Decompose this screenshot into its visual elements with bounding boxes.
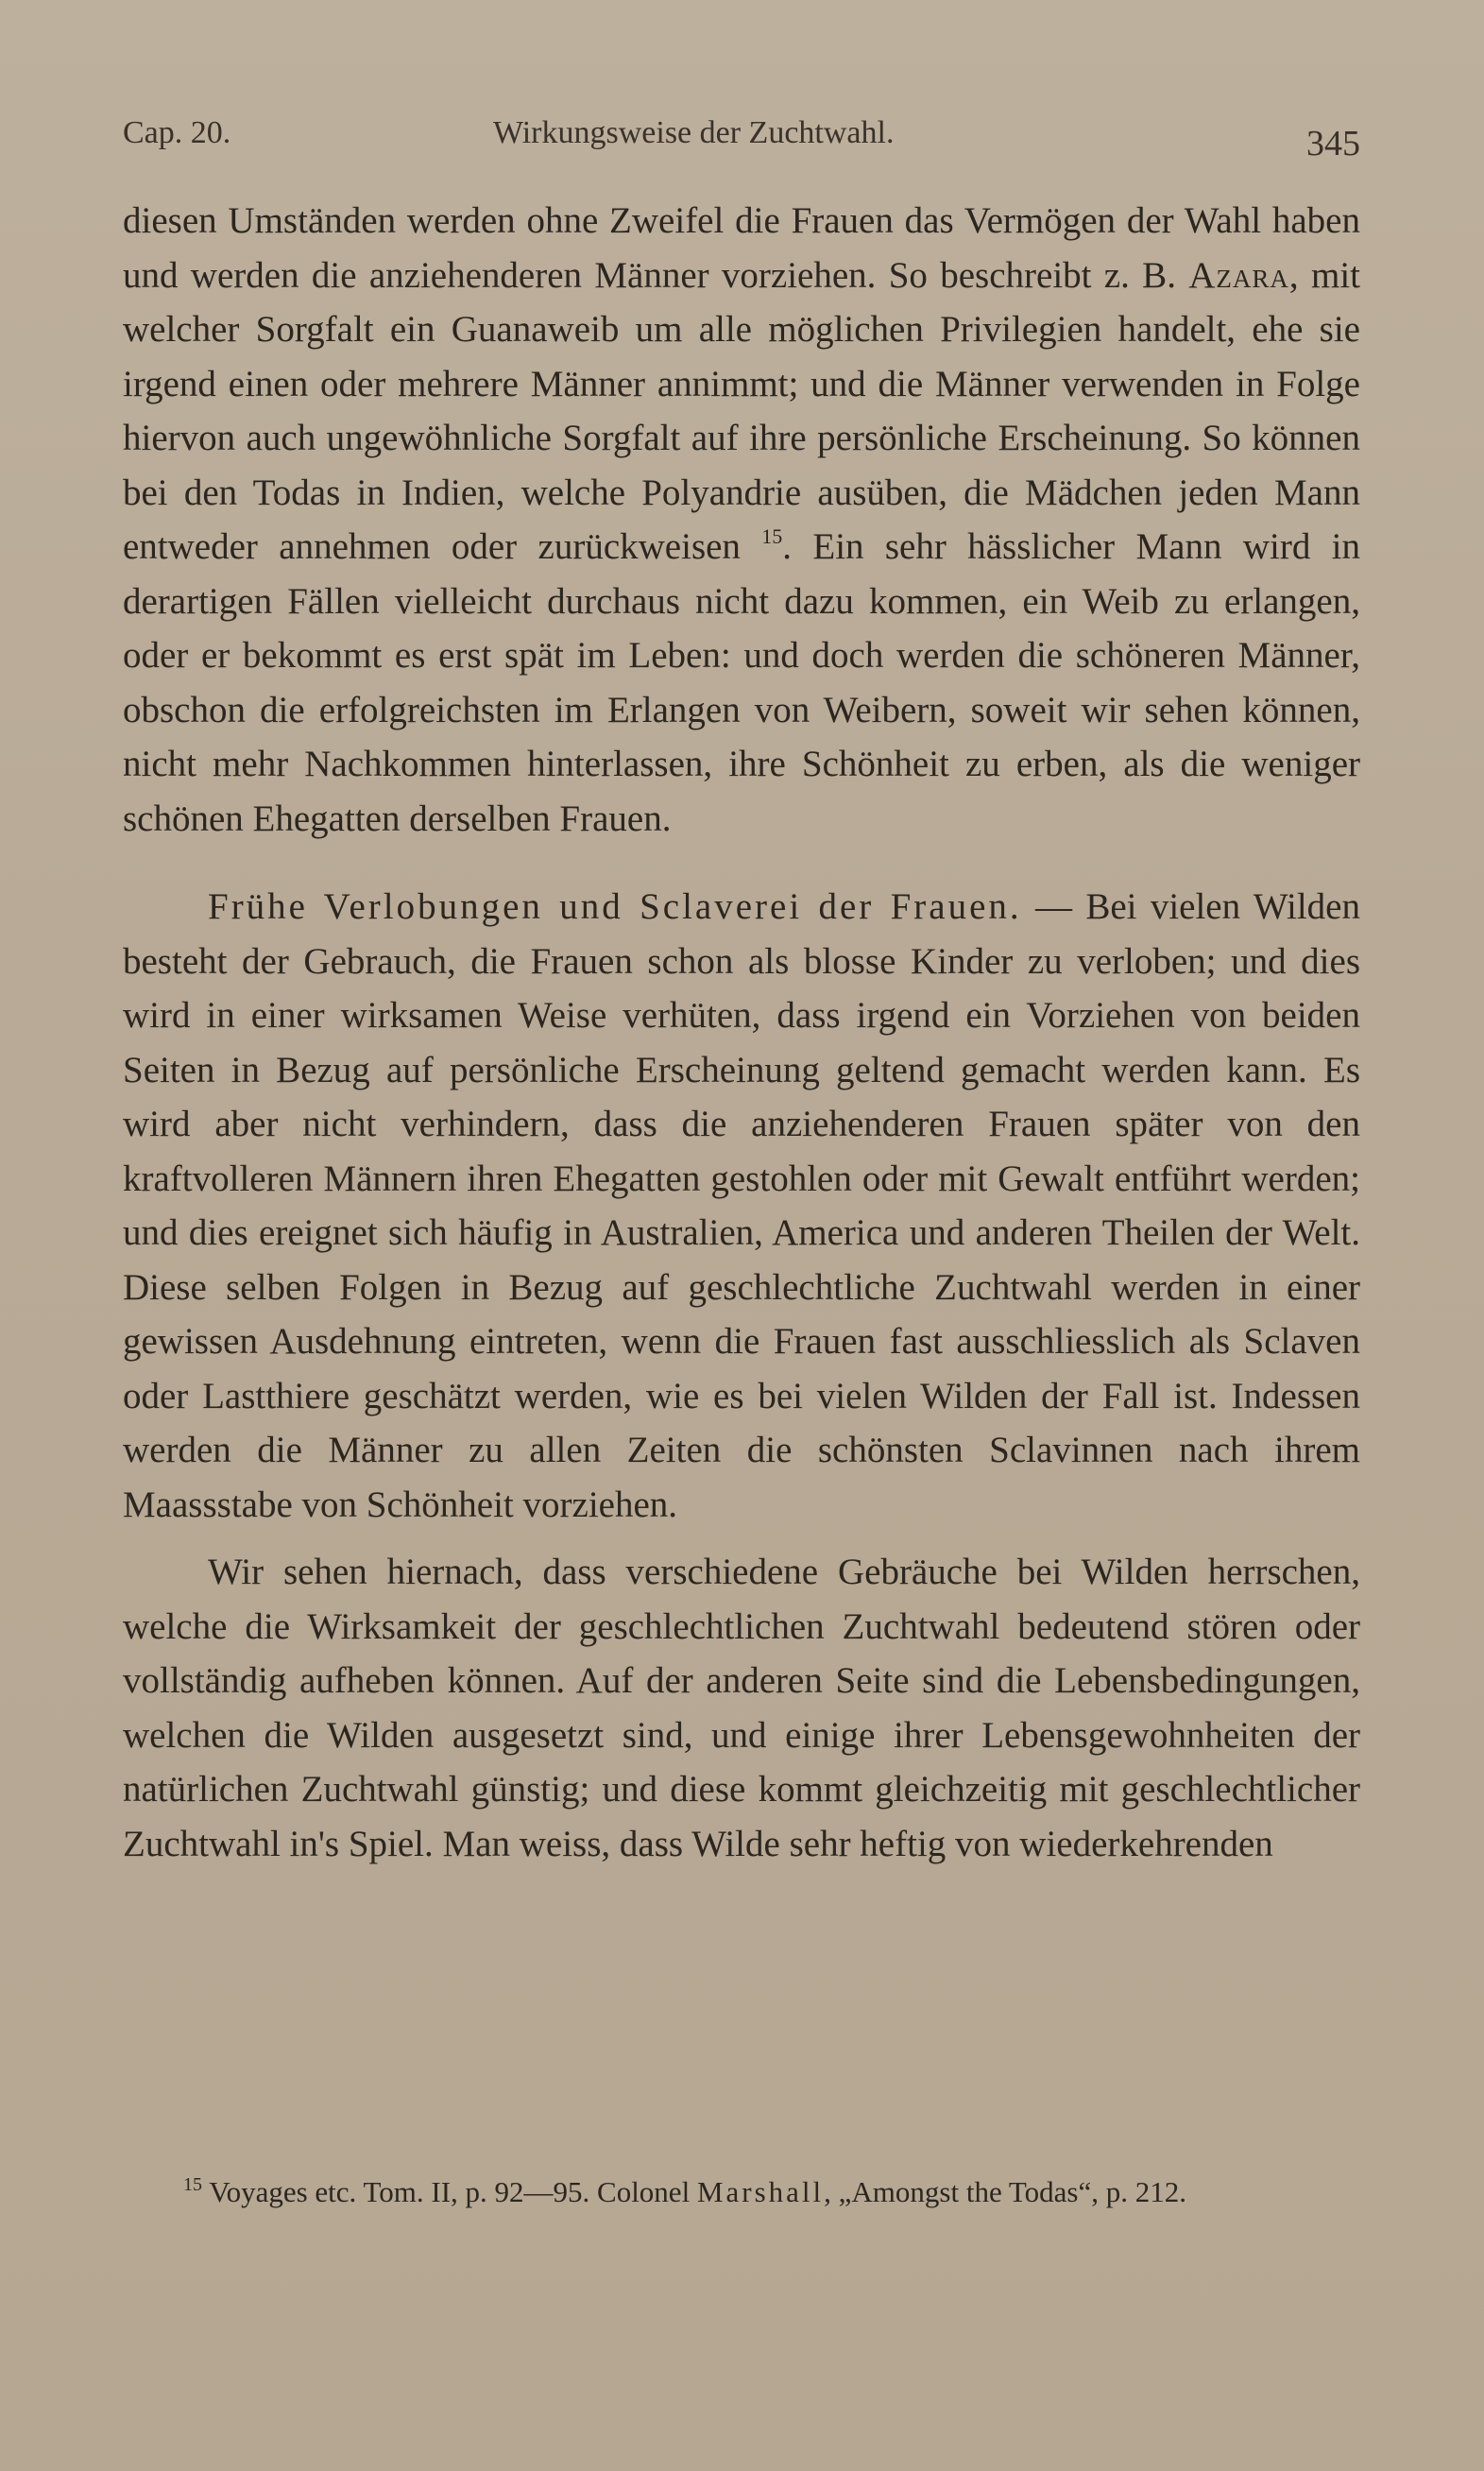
footnote — [123, 2170, 1360, 2215]
main-text — [123, 194, 1360, 1871]
running-header — [123, 115, 1360, 172]
footnote-mark: 15 — [183, 2174, 202, 2195]
paragraph-early-betrothals: Frühe Verlobungen und Sclaverei der Frauen. — Bei vielen Wilden besteht der Gebrauch, die Frauen schon als blosse Kinder zu verloben; und dies wird in einer wirksamen Weise verhüten, dass irgend ein Vorziehen von beiden Seiten in Bezug auf persönliche Erscheinung geltend gemacht werden kann. Es wird aber nicht verhindern, dass die anziehenderen Frauen später von den kraftvolleren Männern ihren Ehegatten gestohlen oder mit Gewalt entführt werden; und dies ereignet sich häufig in Australien, America und anderen Theilen der Welt. Diese selben Folgen in Bezug auf geschlechtliche Zuchtwahl werden in einer gewissen Ausdehnung eintreten, wenn die Frauen fast ausschliesslich als Sclaven oder Lastthiere geschätzt werden, wie es bei vielen Wilden der Fall ist. Indessen werden die Männer zu allen Zeiten die schönsten Sclavinnen nach ihrem Maassstabe von Schönheit vorziehen. — [123, 886, 1360, 1525]
section-heading: Frühe Verlobungen und Sclaverei der Frauen. — [208, 886, 1022, 927]
author-name-marshall: Marshall — [696, 2175, 825, 2208]
paragraph-conclusion: Wir sehen hiernach, dass verschiedene Gebräuche bei Wilden herrschen, welche die Wirksamkeit der geschlechtlichen Zuchtwahl bedeutend stören oder vollständig aufheben können. Auf der anderen Seite sind die Lebensbedingungen, welchen die Wilden ausgesetzt sind, und einige ihrer Lebensgewohnheiten der natürlichen Zuchtwahl günstig; und diese kommt gleichzeitig mit geschlechtlicher Zuchtwahl in's Spiel. Man weiss, dass Wilde sehr heftig von wiederkehrenden — [123, 1552, 1360, 1864]
author-name-azara: Azara — [1188, 254, 1289, 296]
chapter-label: Cap. 20. — [123, 115, 231, 150]
paragraph-continued: diesen Umständen werden ohne Zweifel die Frauen das Vermögen der Wahl haben und werden die anziehenderen Männer vorziehen. So beschreibt z. B. Azara, mit welcher Sorgfalt ein Guanaweib um alle möglichen Privilegien handelt, ehe sie irgend einen oder mehrere Männer annimmt; und die Männer verwenden in Folge hiervon auch ungewöhnliche Sorgfalt auf ihre persönliche Erscheinung. So können bei den Todas in Indien, welche Polyandrie ausüben, die Mädchen jeden Mann entweder annehmen oder zurückweisen $^{15}$. Ein sehr hässlicher Mann wird in derartigen Fällen vielleicht durchaus nicht dazu kommen, ein Weib zu erlangen, oder er bekommt es erst spät im Leben: und doch werden die schöneren Männer, obschon die erfolgreichsten im Erlangen von Weibern, soweit wir sehen können, nicht mehr Nachkommen hinterlassen, ihre Schönheit zu erben, als die weniger schönen Ehegatten derselben Frauen. — [123, 200, 1360, 839]
footnote-15: $^{15}$ Voyages etc. Tom. II, p. 92—95. Colonel Marshall, „Amongst the Todas“, p. 212. — [183, 2174, 1186, 2208]
footnote-reference: 15 — [761, 524, 783, 548]
running-title: Wirkungsweise der Zuchtwahl. — [493, 115, 895, 150]
page-number: 345 — [1306, 124, 1360, 163]
